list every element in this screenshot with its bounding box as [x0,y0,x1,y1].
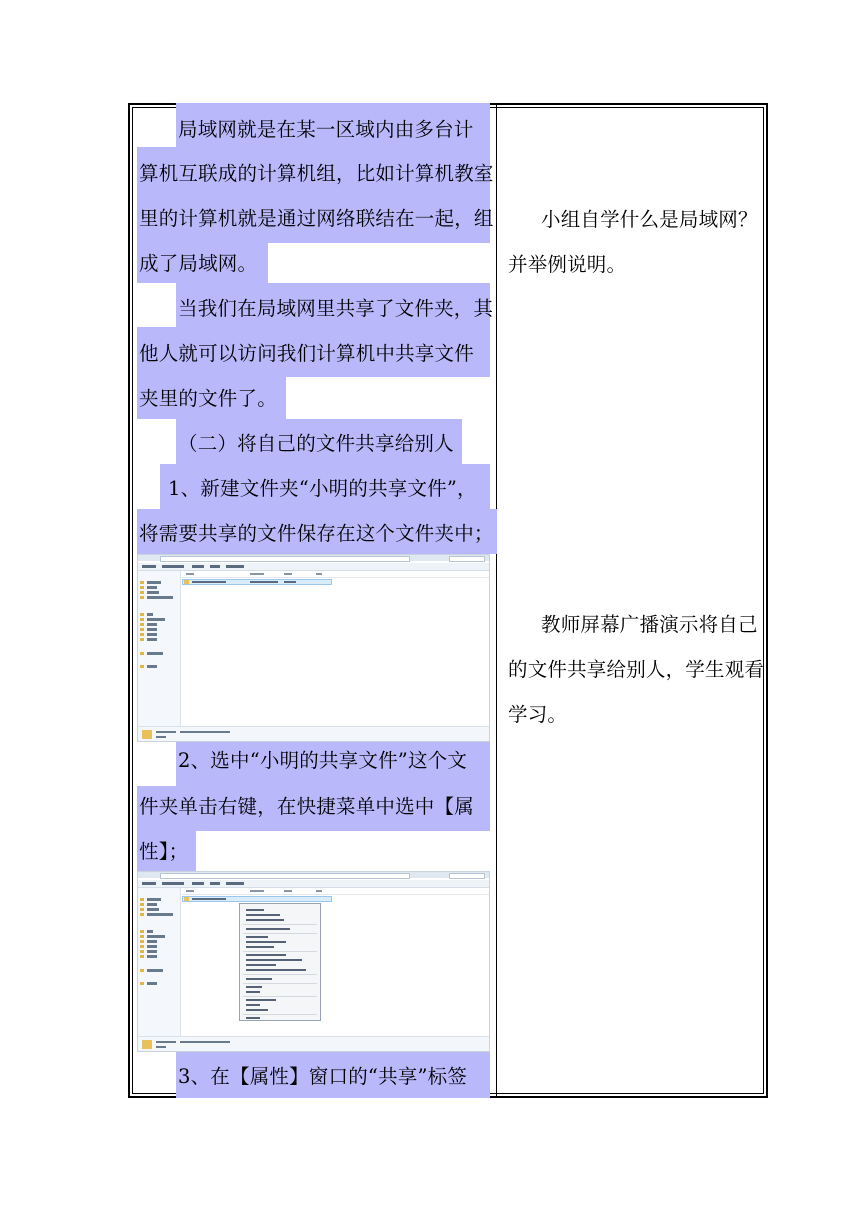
step-2-line: 性】； [139,840,189,863]
paragraph-line: 里的计算机就是通过网络联结在一起，组 [139,207,494,230]
note-line: 的文件共享给别人，学生观看 [508,658,765,681]
paragraph-line: 夹里的文件了。 [139,387,277,410]
explorer-screenshot [137,554,490,742]
step-2-line: 件夹单击右键，在快捷菜单中选中【属 [139,795,474,818]
paragraph-line: 算机互联成的计算机组，比如计算机教室 [139,162,494,185]
note-line: 小组自学什么是局域网？ [541,208,758,231]
step-1-line: 将需要共享的文件保存在这个文件夹中； [139,522,494,545]
context-menu-screenshot [137,871,490,1052]
step-3-line: 3、在【属性】窗口的“共享”标签 [178,1065,468,1088]
column-divider [496,103,497,1098]
note-line: 并举例说明。 [508,253,627,276]
paragraph-line: 成了局域网。 [139,252,258,275]
step-2-line: 2、选中“小明的共享文件”这个文 [178,749,468,772]
paragraph-line: 局域网就是在某一区域内由多台计 [178,118,474,141]
paragraph-line: 当我们在局域网里共享了文件夹，其 [178,297,494,320]
section-heading: （二）将自己的文件共享给别人 [178,432,454,455]
note-line: 教师屏幕广播演示将自己 [541,613,758,636]
note-line: 学习。 [508,703,568,726]
paragraph-line: 他人就可以访问我们计算机中共享文件 [139,342,474,365]
step-1-line: 1、新建文件夹“小明的共享文件”， [168,477,477,500]
